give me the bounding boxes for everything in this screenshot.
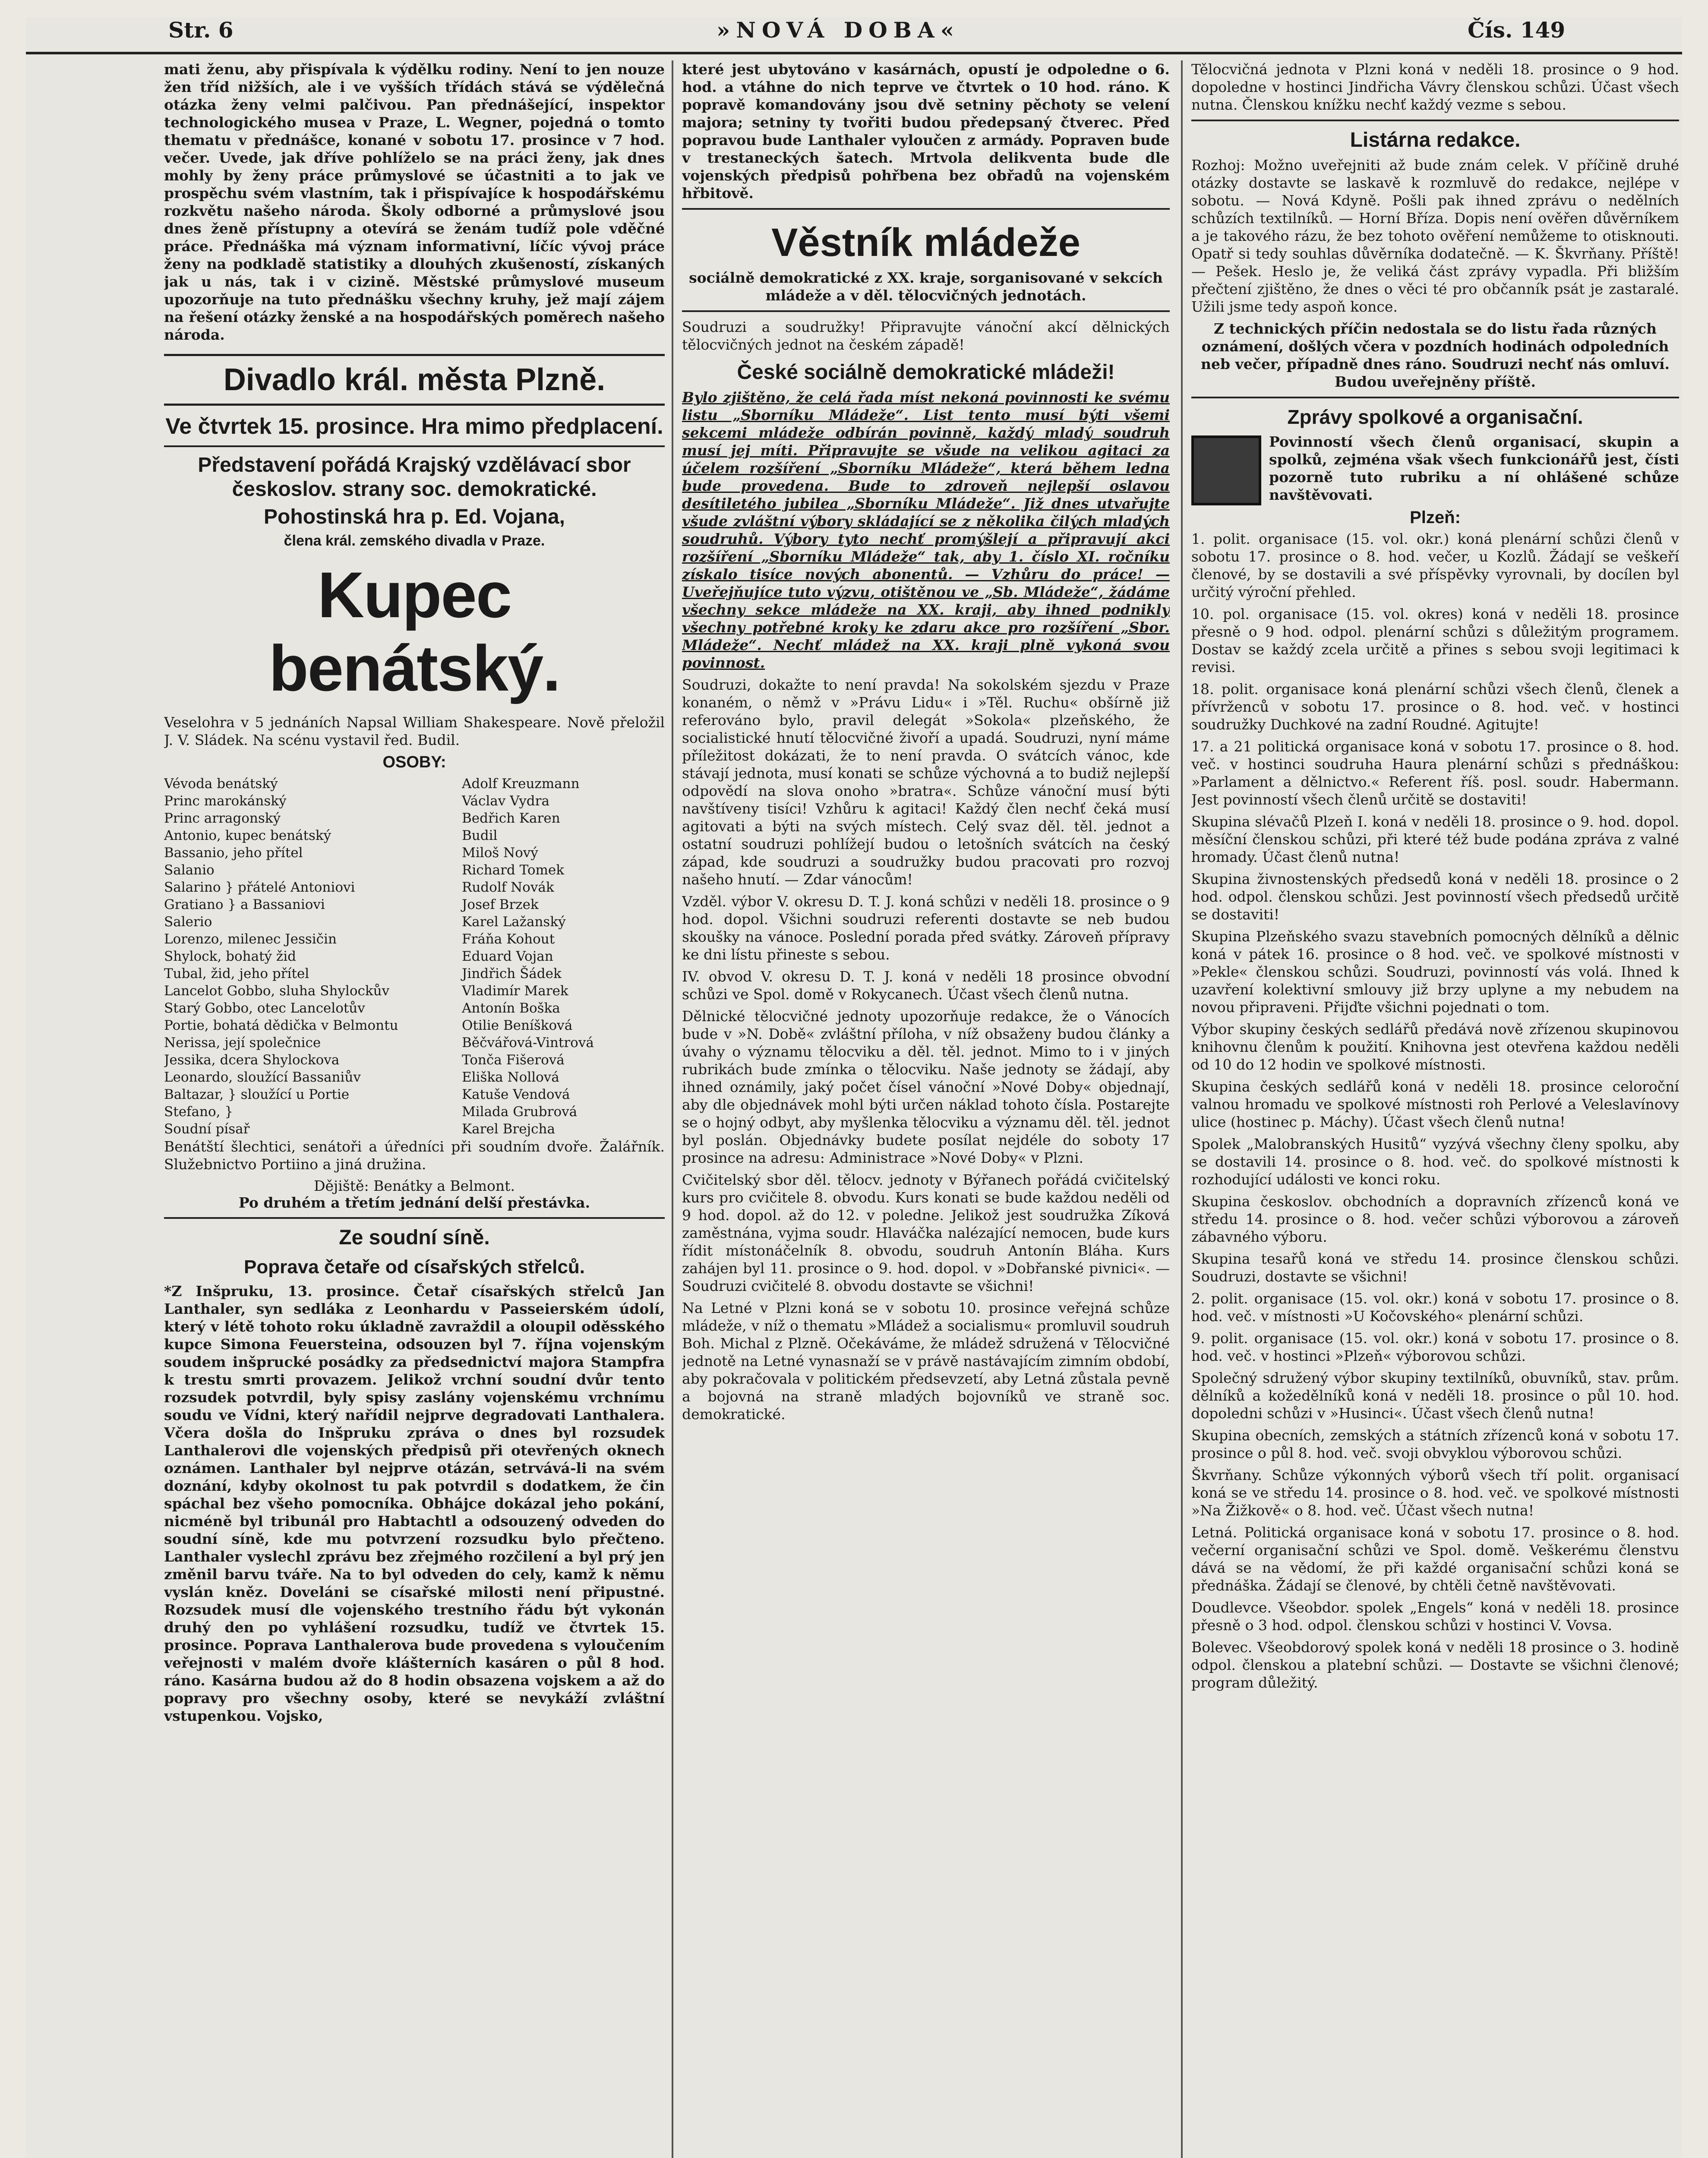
cast-row — [164, 792, 665, 810]
cast-actor: Eliška Nollová — [462, 1070, 559, 1085]
cast-role: Leonardo, sloužící Bassaniův — [164, 1070, 361, 1085]
newspaper-title: »NOVÁ DOBA« — [717, 17, 960, 43]
cast-role: Tubal, žid, jeho přítel — [164, 966, 309, 981]
club-notice: Skupina českých sedlářů koná v neděli 18. prosince celoroční valnou hromadu ve spolkové místnosti roh Perlové a Veleslavínovy ulice (hostinec p. Máchy). Účast všech členů nutna! — [1191, 1078, 1679, 1130]
cast-actor: Vladimír Marek — [462, 983, 568, 999]
masthead — [26, 17, 1682, 54]
cast-actor: Jindřich Šádek — [462, 966, 562, 981]
club-notice: 2. polit. organisace (15. vol. okr.) koná v sobotu 17. prosince o 8. hod. več. v místnosti »U Kočovského« plenární schůzi. — [1191, 1290, 1679, 1325]
cast-role: Princ marokánský — [164, 793, 287, 809]
club-notice: 10. pol. organisace (15. vol. okres) koná v neděli 18. prosince přesně o 9 hod. odpol. plenární schůzi s důležitým programem. Dostav se každý zcela určitě a přines s sebou svoji legitimaci k revisi. — [1191, 606, 1679, 675]
notice: Na Letné v Plzni koná se v sobotu 10. prosince veřejná schůze mládeže, v níž o thematu »Mládež a socialismu« promluvil soudruh Boh. Michal z Plzně. Očekáváme, že mládež sdružená v Tělocvičné jednotě na Letné vynasnaží se v právě nastávajícím zimním období, aby pokračovala v politickém předsevzetí, aby Letná zůstala pevně a bojovná na straně mladých bojovníků ve straně soc. demokratické. — [682, 1300, 1170, 1423]
club-news-title: Zprávy spolkové a organisační. — [1287, 406, 1583, 428]
youth-bulletin-title: Věstník mládeže — [771, 221, 1080, 265]
cast-actor: Karel Brejcha — [462, 1121, 555, 1137]
cast-actor: Fráňa Kohout — [462, 931, 555, 947]
cast-actor: Eduard Vojan — [462, 949, 553, 964]
cast-role: Vévoda benátský — [164, 776, 278, 792]
cast-actor: Milada Grubrová — [462, 1104, 578, 1120]
cast-actor: Václav Vydra — [462, 793, 549, 809]
notice: Vzděl. výbor V. okresu D. T. J. koná schůzi v neděli 18. prosince o 9 hod. dopol. Všichni soudruzi referenti dostavte se neb budou skoušky na vánoce. Poslední porada před svátky. Zároveň přípravy ke dni lístu přineste s sebou. — [682, 893, 1170, 963]
intermission-note: Po druhém a třetím jednání delší přestávka. — [238, 1194, 590, 1211]
cast-role: Soudní písař — [164, 1121, 250, 1137]
page-number: Str. 6 — [168, 17, 234, 43]
cast-actor: Josef Brzek — [462, 897, 539, 912]
cast-actor: Běčvářová-Vintrová — [462, 1035, 594, 1051]
club-news-duty: Povinností všech členů organisací, skupin a spolků, zejména však všech funkcionářů jest, čísti pozorně tuto rubriku a ní ohlášené schůze navštěvovati. — [1269, 433, 1679, 503]
club-notice: Skupina českoslov. obchodních a dopravních zřízenců koná ve středu 14. prosince o 8. hod. večer schůzi výborovou a zároveň zábavného výboru. — [1191, 1193, 1679, 1245]
play-info: Veselohra v 5 jednáních Napsal William Shakespeare. Nově přeložil J. V. Sládek. Na scénu vystavil řed. Budil. — [164, 714, 665, 748]
cast-row — [164, 913, 665, 931]
cast-row — [164, 775, 665, 792]
cast-row — [164, 827, 665, 844]
editorial-letters: Rozhoj: Možno uveřejniti až bude znám celek. V příčině druhé otázky dostavte se laskavě k rozmluvě do redakce, nejlépe v sobotu. — Nová Kdyně. Pošli pak ihned zprávu o nedělních schůzích textilníků. — Horní Bříza. Dopis není ověřen důvěrníkem a je takového rázu, že bez tohoto ověření nemůžeme to otisknouti. Opatř si tedy souhlas důvěrníka dodatečně. — K. Škvrňany. Příště! — Pešek. Heslo je, že veliká část zprávy vypadla. Při bližším přečtení zjištěno, že dnes o věci té pro občanník psát je zastaralé. Užili jsme tedy aspoň konce. — [1191, 157, 1679, 315]
cast-role: Stefano, } — [164, 1104, 234, 1120]
guest-performance: Pohostinská hra p. Ed. Vojana, — [264, 505, 565, 528]
club-notice: Letná. Politická organisace koná v sobotu 17. prosince o 8. hod. večerní organisační schůzi ve Spol. domě. Veškerému členstvu dává se na vědomí, že při každé organisační schůzi koná se přednáška. Žádají se členové, by chtěli četně navštěvovati. — [1191, 1524, 1679, 1594]
cast-role: Lorenzo, milenec Jessičin — [164, 931, 337, 947]
cast-row — [164, 1017, 665, 1034]
cast-role: Jessika, dcera Shylockova — [164, 1052, 340, 1068]
youth-bulletin-subtitle: sociálně demokratické z XX. kraje, sorganisované v sekcích mládeže a v děl. tělocvičných jednotách. — [689, 269, 1163, 304]
cast-row — [164, 948, 665, 965]
cast-role: Starý Gobbo, otec Lancelotův — [164, 1000, 365, 1016]
club-notices — [1191, 530, 1679, 1691]
cast-row — [164, 844, 665, 861]
cast-actor: Tonča Fišerová — [462, 1052, 565, 1068]
cast-role: Shylock, bohatý žid — [164, 949, 297, 964]
cast-role: Salarino } přátelé Antoniovi — [164, 880, 355, 895]
notice: Dělnické tělocvičné jednoty upozorňuje redakce, že o Vánocích bude v »N. Době« zvláštní příloha, v níž obsaženy budou články a úvahy o významu tělocviku a děl. těl. jednot. Mimo to i v jiných rubrikách bude zmínka o tělocviku. Naše jednoty se žádají, aby ihned oznámily, jaký počet čísel vánoční »Nové Doby« objednají, aby dle objednávek mohl býti určen náklad tohoto čísla. Postarejte se o hojný odbyt, aby myšlenka tělocviku a významu děl. těl. jednot byl poslán. Objednávky budete posílat nejdéle do soboty 17 prosince na adresu: Administrace »Nové Doby« v Plzni. — [682, 1008, 1170, 1166]
notice: Tělocvičná jednota v Plzni koná v neděli 18. prosince o 9 hod. dopoledne v hostinci Jindřicha Vávry členskou schůzi. Účast všech nutna. Členskou knížku nechť každý vezme s sebou. — [1191, 61, 1679, 113]
issue-number: Čís. 149 — [1468, 17, 1566, 43]
cast-list — [164, 775, 665, 1138]
cast-row — [164, 982, 665, 1000]
cast-actor: Bedřich Karen — [462, 811, 560, 826]
club-notice: Skupina slévačů Plzeň I. koná v neděli 18. prosince o 9. hod. dopol. měsíční členskou schůzi, při které též bude podána zpráva z valné hromady. Účast členů nutna! — [1191, 813, 1679, 865]
divider — [1191, 120, 1679, 121]
cast-actor: Antonín Boška — [462, 1000, 560, 1016]
article-continuation: které jest ubytováno v kasárnách, opustí je odpoledne o 6. hod. a vtáhne do nich teprve ve čtvrtek o 10 hod. ráno. K popravě komandovány jsou dvě setniny pěchoty se velení majora; setniny ty tvořiti budou předepsaný čtverec. Před popravou bude Lanthaler vyloučen z armády. Popraven bude v trestaneckých šatech. Mrtvola delikventa bude dle vojenských předpisů pohřbena bez obřadů na vojenském hřbitově. — [682, 61, 1170, 202]
cast-actor: Rudolf Novák — [462, 880, 554, 895]
cast-row — [164, 1000, 665, 1017]
notice: Soudruzi, dokažte to není pravda! Na sokolském sjezdu v Praze konaném, o němž v »Právu Lidu« i »Těl. Ruchu« obšírně již referováno bylo, pravil delegát »Sokola« plzeňského, že socialistické hnutí tělocvičné živoří a upadá. Soudruzi, nyní máme příležitost dokázati, že to není pravda. O svátcích vánoc, kde stávají jednota, musí konati se schůze výchovná a to budiž nejlepší odpovědí na slova onoho »bratra«. Schůze vánoční musí býti navštíveny tisíci! Vzhůru k agitaci! Každý člen nechť čeká musí agitovati a býti na svých místech. Celý svaz děl. těl. jednot a ostatní soudruzi pohlížejí budou o letošních svátcích na český západ, kde soudruzi a soudružky budou pracovati pro rozvoj našeho hnutí. — Zdar vánocům! — [682, 676, 1170, 888]
cast-row — [164, 965, 665, 982]
cast-row — [164, 1120, 665, 1138]
club-notice: Výbor skupiny českých sedlářů předává nově zřízenou skupinovou knihovnu členům k použití. Knihovna jest otevřena každou neděli od 10 do 12 hodin ve spolkové místnosti. — [1191, 1021, 1679, 1073]
divider — [1191, 397, 1679, 398]
cast-role: Nerissa, její společnice — [164, 1035, 321, 1051]
divider — [682, 310, 1170, 312]
column-divider — [672, 60, 673, 2158]
cast-row — [164, 1103, 665, 1120]
youth-headline: České sociálně demokratické mládeži! — [737, 361, 1115, 384]
notice: Cvičitelský sbor děl. tělocv. jednoty v Býřanech pořádá cvičitelský kurs pro cvičitele 8. obvodu. Kurs konati se bude každou neděli od 9 hod. dopol. až do 12. v poledne. Jelikož jest soudružka Zíková zaměstnána, vyjma soudr. Hlaváčka nalézající nemocen, bude kurs řídit místonáčelník 8. obvodu, soudruh Antonín Bláha. Kurs zahájen byl 11. prosince o 9. hod. dopol. v »Dobřanské pivnici«. — Soudruzi cvičitelé 8. obvodu dostavte se všichni! — [682, 1171, 1170, 1294]
club-notice: 9. polit. organisace (15. vol. okr.) koná v sobotu 17. prosince o 8. hod. več. v hostinci »Plzeň« výborovou schůzi. — [1191, 1330, 1679, 1364]
cast-heading: OSOBY: — [382, 753, 446, 771]
club-notice: Skupina Plzeňského svazu stavebních pomocných dělníků a dělnic koná v pátek 16. prosince o 8 hod. več. ve spolkové místnosti v »Pekle« členskou schůzi. Soudruzi, povinností vás volá. Ihned k uzavření kolektivní smlouvy již brzy uplyne a my nebudem na novou připraveni. Přijďte všichni pojednati o tom. — [1191, 928, 1679, 1016]
cast-extra: Benátští šlechtici, senátoři a úředníci při soudním dvoře. Žalářník. Služebnictvo Portiino a jiná družina. — [164, 1138, 665, 1173]
play-title: Kupec benátský. — [269, 558, 560, 704]
cast-role: Bassanio, jeho přítel — [164, 845, 303, 861]
theatre-date: Ve čtvrtek 15. prosince. Hra mimo předplacení. — [165, 414, 663, 439]
emblem-image — [1191, 435, 1261, 505]
cast-actor: Otilie Beníšková — [462, 1018, 573, 1033]
cast-role: Salerio — [164, 914, 212, 930]
club-notice: 1. polit. organisace (15. vol. okr.) koná plenární schůzi členů v sobotu 17. prosince o 8. hod. večer, u Kozlů. Žádají se veškeří členové, by se dostavili a své příspěvky vyrovnali, by docílen byl určitý výroční přehled. — [1191, 530, 1679, 600]
notice: IV. obvod V. okresu D. T. J. koná v neděli 18 prosince obvodní schůzi ve Spol. domě v Rokycanech. Účast všech členů nutna. — [682, 968, 1170, 1003]
club-notice: Skupina živnostenských předsedů koná v neděli 18. prosince o 2 hod. odpol. členskou schůzi. Jest povinností všech předsedů určitě se dostaviti! — [1191, 871, 1679, 923]
cast-role: Salanio — [164, 862, 215, 878]
cast-row — [164, 1069, 665, 1086]
youth-article: Bylo zjištěno, že celá řada míst nekoná povinnosti ke svému listu „Sborníku Mládeže“. List tento musí býti všemi sekcemi mládeže odbírán povinně, každý mladý soudruh musí jej míti. Připravujte se všude na velikou agitaci za účelem rozšíření „Sborníku Mládeže“, která během ledna bude provedena. Bude to zdroveň nejlepší oslavou desítiletého jubilea „Sborníku Mládeže“. Již dnes utvařujte všude zvláštní výbory skládající se z několika čilých mladých soudruhů. Výbory tyto nechť promýšlejí a připravují akci rozšíření „Sborníku Mládeže“ tak, aby 1. číslo XI. ročníku získalo tisíce nových abonentů. — Vzhůru do práce! — Uveřejňujíce tuto výzvu, otištěnou ve „Sb. Mládeže“, žádáme všechny sekce mládeže na XX. kraji, aby ihned podnikly všechny potřebné kroky ke zdaru akce pro rozšíření „Sbor. Mládeže“. Nechť mládež na XX. kraji plně vykoná svou povinnost. — [682, 389, 1170, 671]
column-2 — [682, 60, 1170, 2158]
city-heading: Plzeň: — [1410, 508, 1461, 527]
cast-row — [164, 1034, 665, 1051]
court-headline: Poprava četaře od císařských střelců. — [244, 1256, 585, 1278]
cast-actor: Budil — [462, 828, 498, 843]
cast-row — [164, 810, 665, 827]
club-notice: 17. a 21 politická organisace koná v sobotu 17. prosince o 8. hod. več. v hostinci soudruha Haura plenární schůzi s přednáškou: »Parlament a dělnictvo.« Referent říš. posl. soudr. Habermann. Jest povinností všech členů určitě se dostaviti! — [1191, 738, 1679, 808]
divider — [164, 1217, 665, 1219]
cast-row — [164, 1086, 665, 1103]
guest-subtitle: člena král. zemského divadla v Praze. — [284, 533, 545, 549]
club-notice: Spolek „Malobranských Husitů“ vyzývá všechny členy spolku, aby se dostavili 14. prosince o 8. hod. več. do spolkové místnosti k rozhodující události ve konci roku. — [1191, 1136, 1679, 1188]
club-notice: Doudlevce. Všeobdor. spolek „Engels“ koná v neděli 18. prosince přesně o 3 hod. odpol. členskou schůzi v hostinci V. Vovsa. — [1191, 1599, 1679, 1634]
article-continuation: mati ženu, aby přispívala k výdělku rodiny. Není to jen nouze žen tříd nižších, ale i ve vyšších třídách stává se výdělečná otázka ženy velmi palčivou. Pan přednášející, inspektor technologického musea v Praze, L. Wegner, pojedná o tomto thematu v přednášce, konané v sobotu 17. prosince v 7 hod. večer. Uvede, jak dříve pohlíželo se na práci ženy, jak dnes mohly by ženy práce průmyslové se účastniti a to jak ve prospěchu svém vlastním, tak i přispívajíce k hospodářskému rozkvětu našeho národa. Školy odborné a průmyslové jsou dnes ženě přístupny a otevírá se ženám tudíž pole vděčné práce. Přednáška má význam informativní, líčíc vývoj práce ženy na podkladě statistiky a dlouhých zkušeností, získaných jak u nás, tak i v cizině. Městské průmyslové museum upozorňuje na tuto přednášku všechny kruhy, jež mají zájem na řešení otázky ženské a na hospodářských poměrech našeho národa. — [164, 61, 665, 343]
cast-role: Princ arragonský — [164, 811, 281, 826]
cast-actor: Katuše Vendová — [462, 1087, 570, 1102]
cast-role: Antonio, kupec benátský — [164, 828, 331, 843]
cast-actor: Richard Tomek — [462, 862, 565, 878]
appeal: Soudruzi a soudružky! Připravujte vánoční akcí dělnických tělocvičných jednot na českém západě! — [682, 319, 1170, 353]
theatre-title: Divadlo král. města Plzně. — [164, 354, 665, 406]
cast-role: Baltazar, } sloužící u Portie — [164, 1087, 350, 1102]
cast-row — [164, 1051, 665, 1069]
cast-actor: Adolf Kreuzmann — [462, 776, 580, 792]
newspaper-page — [26, 17, 1682, 2158]
club-notice: Škvrňany. Schůze výkonných výborů všech tří polit. organisací koná se ve středu 14. prosince o 8. hod. več. ve spolkové místnosti »Na Žižkově« o 8. hod. več. Účast všech nutna! — [1191, 1467, 1679, 1519]
divider — [682, 208, 1170, 210]
court-article: *Z Inšpruku, 13. prosince. Četař císařských střelců Jan Lanthaler, syn sedláka z Leonhardu v Passeierském údolí, který v létě tohoto roku úkladně zavraždil a oloupil oděsského kupce Simona Feuersteina, odsouzen byl 7. října vojenským soudem inšprucké posádky za předsednictví majora Stampfra k trestu smrti provazem. Jelikož vrchní soudní dvůr tento rozsudek potvrdil, byly spisy zaslány vojenskému vrchnímu soudu ve Vídni, který nařídil nejprve degradovati Lanthalera. Včera došla do Inšpruku zpráva o dnes byl rozsudek Lanthalerovi dle vojenských předpisů při otevřených oknech oznámen. Lanthaler byl nejprve otázán, setrvává-li na svém doznání, kdyby okolnost tu pak potvrdil s dodatkem, že čin spáchal bez všeho pomocníka. Obhájce dokázal jeho pokání, nicméně byl tribunál pro Habtachtl a odsouzený odveden do soudní síně, kde mu potvrzení rozsudku bylo přečteno. Lanthaler vyslechl zprávu bez zřejmého rozčilení a byl prý jen změnil barvu tváře. Na to byl odveden do cely, kamž k němu vyslán kněz. Doveláni se císařské milosti není připustné. Rozsudek musí dle vojenského trestního řádu být vykonán druhý den po vyhlášení rozsudku, tudíž ve čtvrtek 15. prosince. Poprava Lanthalerova bude provedena s vyloučením veřejnosti v malém dvoře klášterních kasáren o půl 8 hod. ráno. Kasárna budou až do 8 hodin obsazena vojskem a až do popravy pro všechny osoby, které se nevykáží zvláštní vstupenkou. Vojsko, — [164, 1283, 665, 1724]
cast-role: Portie, bohatá dědička v Belmontu — [164, 1018, 398, 1033]
club-notice: Skupina obecních, zemských a státních zřízenců koná v sobotu 17. prosince o půl 8. hod. več. svoji obvyklou výborovou schůzi. — [1191, 1427, 1679, 1461]
column-1 — [164, 60, 665, 2158]
club-notice: 18. polit. organisace koná plenární schůzi všech členů, členek a přívrženců v sobotu 17. prosince o 8. hod. več. v hostinci soudružky Duchkové na zadní Roudné. Agitujte! — [1191, 681, 1679, 733]
editorial-letters-title: Listárna redakce. — [1350, 129, 1521, 151]
court-section-title: Ze soudní síně. — [339, 1226, 490, 1249]
cast-row — [164, 861, 665, 879]
cast-row — [164, 879, 665, 896]
club-notice: Bolevec. Všeobdorový spolek koná v neděli 18 prosince o 3. hodině odpol. členskou a platební schůzi. — Dostavte se všichni členové; program důležitý. — [1191, 1639, 1679, 1691]
cast-role: Gratiano } a Bassaniovi — [164, 897, 325, 912]
organizer: Představení pořádá Krajský vzdělávací sbor českoslov. strany soc. demokratické. — [198, 454, 631, 501]
club-notice: Společný sdružený výbor skupiny textilníků, obuvníků, stav. prům. dělníků a kožedělníků koná v neděli 18. prosince o půl 10. hod. dopoledni schůzi v »Husinci«. Účast všech členů nutna! — [1191, 1369, 1679, 1422]
column-divider — [1181, 60, 1183, 2158]
cast-role: Lancelot Gobbo, sluha Shylockův — [164, 983, 390, 999]
cast-actor: Miloš Nový — [462, 845, 538, 861]
divider — [164, 445, 665, 447]
column-3 — [1191, 60, 1679, 2158]
editorial-apology: Z technických příčin nedostala se do listu řada různých oznámení, došlých včera v pozdních hodinách odpoledních neb večer, případně dnes ráno. Soudruzi nechť nás omluví. Budou uveřejněny příště. — [1200, 320, 1670, 390]
cast-row — [164, 896, 665, 913]
cast-row — [164, 931, 665, 948]
club-notice: Skupina tesařů koná ve středu 14. prosince členskou schůzi. Soudruzi, dostavte se všichni! — [1191, 1250, 1679, 1285]
scene: Dějiště: Benátky a Belmont. — [314, 1177, 515, 1194]
cast-actor: Karel Lažanský — [462, 914, 566, 930]
